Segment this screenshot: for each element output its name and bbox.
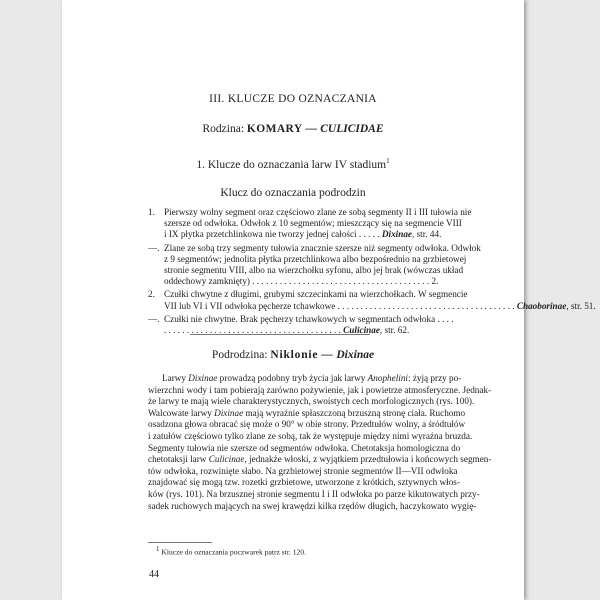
page-number: 44	[149, 569, 159, 580]
key-entry-2-alt	[148, 314, 458, 336]
body-line: Larwy Dixinae prowadzą podobny tryb życia jak larwy Anophelini: żyją przy po-	[162, 373, 462, 383]
section-divider	[190, 334, 370, 335]
subfamily-dash: —	[321, 349, 334, 361]
key-entry-text: VII lub VI i VII odwłoka pęcherze tchawkowe	[164, 300, 336, 311]
key-entry-line	[164, 229, 458, 240]
key-taxon: Dixinae	[381, 229, 413, 240]
key-entry-line: oddechowy zamknięty) . . . . . . . . . . . . . . . . . . . . . . . . . . . . . . . . . . . . . . . 2.	[164, 276, 439, 287]
key-entry-text: oddechowy zamknięty)	[164, 276, 250, 287]
subfamily-latin: Dixinae	[336, 349, 375, 361]
footnote-divider	[148, 542, 212, 543]
key-entry-line: Czułki nie chwytne. Brak pęcherzy tchawkowych w segmentach odwłoka . . . .	[164, 313, 454, 324]
key-entry-text: i IX płytka przetchlinkowa nie tworzy jednej całości . . . . .	[164, 229, 380, 240]
taxon-name: Culicinae	[208, 454, 245, 465]
key-page-ref: , str. 62.	[379, 325, 410, 336]
key-entry-line: szersze od odwłoka. Odwłok z 10 segmentów; mieszczący się na segmencie VIII	[164, 218, 462, 229]
key-taxon: Culicinae	[343, 325, 380, 336]
family-name: KOMARY	[246, 123, 303, 135]
taxon-name: Anophelini	[367, 373, 408, 383]
key-entry-line: . . . . . . . . . . . . . . . . . . . . . . . . . . . . . . . . . . . . . . . Culicinae, str. 62.	[164, 325, 410, 336]
body-line: sadek ruchowych mających na swej krawędzi kilka rzędów długich, haczykowato wygię-	[148, 500, 477, 511]
family-dash: —	[305, 123, 318, 135]
taxon-name: Dixinae	[188, 373, 218, 383]
body-line: chetotaksji larw Culicinae, jednakże włoski, z wyjątkiem przedtułowia i końcowych segmen-	[148, 454, 492, 465]
key-page-ref: , str. 51.	[566, 300, 596, 311]
key-entry-line: VII lub VI i VII odwłoka pęcherze tchawkowe . . . . . . . . . . . . . . . . . . . . . . . . . . . . . . . . . . . . . . . Chaoborinae, str. 51.	[164, 300, 596, 311]
key-entry-line: Czułki chwytne z długimi, grubymi szczecinkami na wierzchołkach. W segmencie	[164, 289, 468, 300]
key-entry-line: stronie segmentu VIII, albo na wierzchołku syfonu, albo jej brak (wówczas układ	[164, 265, 464, 276]
key-entry-1	[148, 207, 472, 241]
body-line: Segmenty tułowia nie szersze od segmentów odwłoka. Chetotaksja homologiczna do	[148, 442, 461, 453]
book-page	[62, 0, 596, 600]
key-entry-line: Pierwszy wolny segment oraz częściowo zlane ze sobą segmenty II i III tułowia nie	[164, 207, 472, 217]
subfamily-name: Niklonie	[270, 349, 319, 361]
key-entry-number: 2.	[148, 289, 155, 300]
body-line: ków (rys. 101). Na brzusznej stronie segmentu I i II odwłoka po parze kikutowatych przy-	[148, 488, 480, 499]
body-line: tów odwłoka, rozwinięte słabo. Na grzbietowej stronie segmentów II—VII odwłoka	[148, 465, 458, 476]
body-line: znajdować się mogą tzw. rozetki grzbietowe, utworzone z krótkich, sztywnych włos-	[148, 477, 460, 488]
key-page-ref: 2.	[431, 276, 439, 287]
footnote-ref: 1	[386, 157, 390, 165]
family-heading	[62, 123, 524, 135]
key-entry-line: Zlane ze sobą trzy segmenty tułowia znacznie szersze niż segmenty odwłoka. Odwłok	[164, 242, 481, 253]
key-title-text: 1. Klucze do oznaczania larw IV stadium	[196, 158, 387, 171]
taxon-name: Dixinae	[214, 407, 244, 418]
body-line: wierzchni wody i tam pobierają zarówno pożywienie, jak i powietrze atmosferyczne. Jednak-	[148, 384, 492, 395]
body-line: osadzona głowa obracać się może o 90° w obie strony. Przedtułów wolny, a śródtułów	[148, 419, 466, 430]
key-taxon: Chaoborinae	[516, 300, 567, 311]
family-latin: CULICIDAE	[320, 123, 384, 135]
family-prefix: Rodzina:	[202, 123, 245, 135]
key-entry-2	[148, 289, 596, 311]
key-entry-number: —.	[148, 242, 160, 253]
chapter-heading: III. KLUCZE DO OZNACZANIA	[209, 93, 377, 105]
key-entry-line: z 9 segmentów; jednolita płytka przetchlinkowa albo bezpośrednio na grzbietowej	[164, 253, 467, 264]
footnote-marker: 1	[156, 545, 160, 553]
key-page-ref: , str. 44.	[412, 229, 442, 240]
body-line: że larwy te mają wiele charakterystycznych, swoistych cech morfologicznych (rys. 100).	[148, 396, 475, 407]
identification-key	[148, 207, 596, 338]
body-line: Walcowate larwy Dixinae mają wyraźnie spłaszczoną brzuszną stronę ciała. Ruchomo	[148, 407, 466, 418]
key-entry-number: —.	[148, 313, 160, 324]
key-entry-1-alt	[148, 242, 481, 288]
key-entry-number: 1.	[148, 207, 155, 217]
key-subtitle: Klucz do oznaczania podrodzin	[220, 187, 366, 199]
body-text	[148, 373, 492, 512]
body-line: i zatułów częściowo tylko zlane ze sobą, tak że występuje między nimi wyraźna bruzda.	[148, 430, 473, 441]
footnote	[156, 545, 306, 557]
key-title	[62, 157, 524, 171]
footnote-text: Klucze do oznaczania poczwarek patrz str. 120.	[159, 547, 307, 557]
subfamily-prefix: Podrodzina:	[211, 349, 268, 361]
subfamily-heading	[62, 349, 524, 361]
